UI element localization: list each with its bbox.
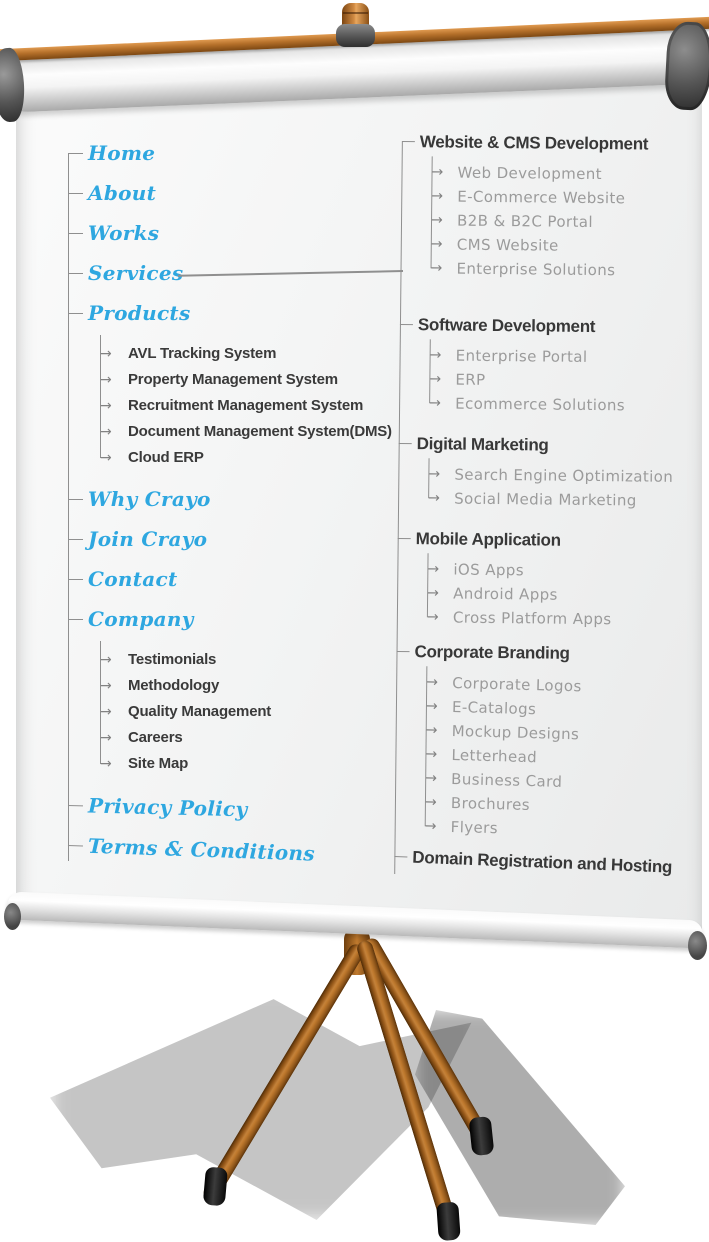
services-section-website-cms-development [400,129,702,283]
services-section-domain-registration-and-hosting [394,844,694,877]
branch-arrow-icon: → [428,490,441,507]
easel-clamp [336,24,375,47]
nav-item-services[interactable]: Services [68,261,398,285]
nav-company-subitem-site-map[interactable] [100,751,398,777]
services-mobile-application-subitem-label: Android Apps [453,584,558,604]
branch-arrow-icon: → [425,674,439,691]
services-website-cms-development-subitem-b2b-b2c-portal[interactable] [431,208,701,235]
services-corporate-branding-subitem-label: Letterhead [451,745,538,767]
nav-products-subitem-cloud-erp[interactable] [100,445,398,471]
tripod-leg-right [361,936,496,1154]
nav-company-subitem-quality-management[interactable] [100,699,398,725]
nav-products-subitem-label: AVL Tracking System [128,345,277,362]
services-corporate-branding-subitem-label: Flyers [450,817,499,838]
nav-company-subitem-careers[interactable] [100,725,398,751]
services-website-cms-development-subitem-label: Web Development [457,163,603,184]
branch-arrow-icon: → [425,746,438,763]
tripod-leg-left [201,941,367,1203]
services-header-digital-marketing[interactable]: Digital Marketing [399,431,699,459]
branch-arrow-icon: → [100,730,112,746]
services-mobile-application-subitem-label: iOS Apps [453,560,525,580]
services-digital-marketing-subitem-social-media-marketing[interactable] [428,486,698,513]
services-mobile-application-subitem-label: Cross Platform Apps [452,608,612,629]
nav-item-about[interactable]: About [68,181,398,205]
branch-arrow-icon: → [430,236,444,253]
nav-company-subitem-label: Site Map [128,755,189,772]
services-website-cms-development-subitem-label: Enterprise Solutions [456,259,616,280]
sitemap-services-tree [394,129,702,888]
branch-arrow-icon: → [429,347,442,364]
branch-arrow-icon: → [424,818,438,835]
branch-arrow-icon: → [429,395,442,412]
sitemap-main-nav [68,141,398,873]
services-website-cms-development-subitem-label: CMS Website [456,235,559,255]
services-software-development-subitem-ecommerce-solutions[interactable] [429,391,699,418]
services-website-cms-development-subitem-label: E-Commerce Website [457,187,626,208]
branch-arrow-icon: → [424,794,438,811]
nav-products-subitem-label: Recruitment Management System [128,397,364,414]
services-corporate-branding-subitem-label: Corporate Logos [451,673,582,696]
nav-company-subitem-testimonials[interactable] [100,647,398,673]
services-corporate-branding-subitem-label: Business Card [450,769,563,791]
services-website-cms-development-subitem-cms-website[interactable] [431,232,701,259]
nav-products-subitem-document-management-system-dms[interactable] [100,419,398,445]
services-section-corporate-branding [395,639,697,841]
nav-company-subitem-methodology[interactable] [100,673,398,699]
branch-arrow-icon: → [429,371,442,388]
services-header-website-cms-development[interactable]: Website & CMS Development [402,129,702,157]
nav-products-subitem-recruitment-management-system[interactable] [100,393,398,419]
services-header-domain-registration-and-hosting[interactable]: Domain Registration and Hosting [394,844,695,880]
nav-company-sublist [100,647,398,777]
services-website-cms-development-subitem-web-development[interactable] [431,160,701,187]
nav-company-subitem-label: Testimonials [128,651,217,668]
branch-arrow-icon: → [100,704,112,720]
services-section-software-development [399,312,700,418]
branch-arrow-icon: → [100,398,112,414]
branch-arrow-icon: → [100,652,112,668]
nav-products-subitem-label: Property Management System [128,371,338,388]
branch-arrow-icon: → [427,561,440,578]
branch-arrow-icon: → [427,585,440,602]
nav-products-sublist [100,341,398,471]
nav-item-products[interactable]: Products [68,301,398,325]
services-mobile-application-subitem-ios-apps[interactable] [427,557,697,584]
nav-item-company[interactable]: Company [68,607,398,631]
services-software-development-sublist [429,343,700,418]
services-digital-marketing-subitem-label: Search Engine Optimization [454,465,674,486]
branch-arrow-icon: → [100,756,112,772]
branch-arrow-icon: → [425,722,439,739]
nav-products-subitem-avl-tracking-system[interactable] [100,341,398,367]
top-roller-right-bracket-icon [664,21,709,111]
nav-products-subitem-property-management-system[interactable] [100,367,398,393]
easel-tripod [0,935,709,1242]
branch-arrow-icon: → [100,372,112,388]
services-mobile-application-subitem-android-apps[interactable] [427,581,697,608]
nav-company-subitem-label: Careers [128,729,183,746]
services-header-mobile-application[interactable]: Mobile Application [398,526,698,554]
branch-arrow-icon: → [426,609,440,626]
services-header-software-development[interactable]: Software Development [400,312,700,340]
services-header-corporate-branding[interactable]: Corporate Branding [396,639,696,667]
nav-item-privacy-policy[interactable]: Privacy Policy [68,793,398,825]
branch-arrow-icon: → [431,188,444,205]
nav-products-subitem-label: Document Management System(DMS) [128,423,392,440]
nav-item-terms-conditions[interactable]: Terms & Conditions [68,833,399,869]
services-software-development-subitem-erp[interactable] [429,367,699,394]
branch-arrow-icon: → [428,466,441,483]
nav-products-subitem-label: Cloud ERP [128,449,204,466]
branch-arrow-icon: → [424,770,438,787]
services-website-cms-development-subitem-e-commerce-website[interactable] [431,184,701,211]
branch-arrow-icon: → [100,346,112,362]
services-mobile-application-subitem-cross-platform-apps[interactable] [427,605,697,632]
services-website-cms-development-sublist [430,160,701,283]
nav-item-works[interactable]: Works [68,221,398,245]
services-digital-marketing-subitem-label: Social Media Marketing [454,489,637,510]
nav-company-subitem-label: Quality Management [128,703,272,720]
services-website-cms-development-subitem-label: B2B & B2C Portal [456,211,594,232]
services-corporate-branding-subitem-label: Brochures [450,793,531,815]
branch-arrow-icon: → [431,164,444,181]
branch-arrow-icon: → [100,678,112,694]
branch-arrow-icon: → [430,260,443,277]
services-corporate-branding-sublist [425,670,697,841]
services-software-development-subitem-label: ERP [455,370,486,389]
branch-arrow-icon: → [430,212,444,229]
services-digital-marketing-subitem-search-engine-optimization[interactable] [428,462,698,489]
services-software-development-subitem-label: Enterprise Portal [455,346,588,366]
branch-arrow-icon: → [100,424,112,440]
branch-arrow-icon: → [100,450,112,466]
services-section-mobile-application [397,526,698,632]
bottom-roller-right-cap-icon [688,931,707,960]
branch-arrow-icon: → [425,698,439,715]
services-website-cms-development-subitem-enterprise-solutions[interactable] [430,256,700,283]
services-section-digital-marketing [398,431,699,513]
services-software-development-subitem-label: Ecommerce Solutions [455,394,626,415]
services-mobile-application-sublist [427,557,698,632]
nav-item-join-crayo[interactable]: Join Crayo [68,527,398,551]
nav-company-subitem-label: Methodology [128,677,220,694]
services-corporate-branding-subitem-label: E-Catalogs [451,697,537,719]
services-corporate-branding-subitem-label: Mockup Designs [451,721,580,744]
services-digital-marketing-sublist [428,462,698,513]
nav-item-home[interactable]: Home [68,141,398,165]
nav-item-contact[interactable]: Contact [68,567,398,591]
bottom-roller-left-cap-icon [4,903,21,930]
services-software-development-subitem-enterprise-portal[interactable] [430,343,700,370]
nav-item-why-crayo[interactable]: Why Crayo [68,487,398,511]
